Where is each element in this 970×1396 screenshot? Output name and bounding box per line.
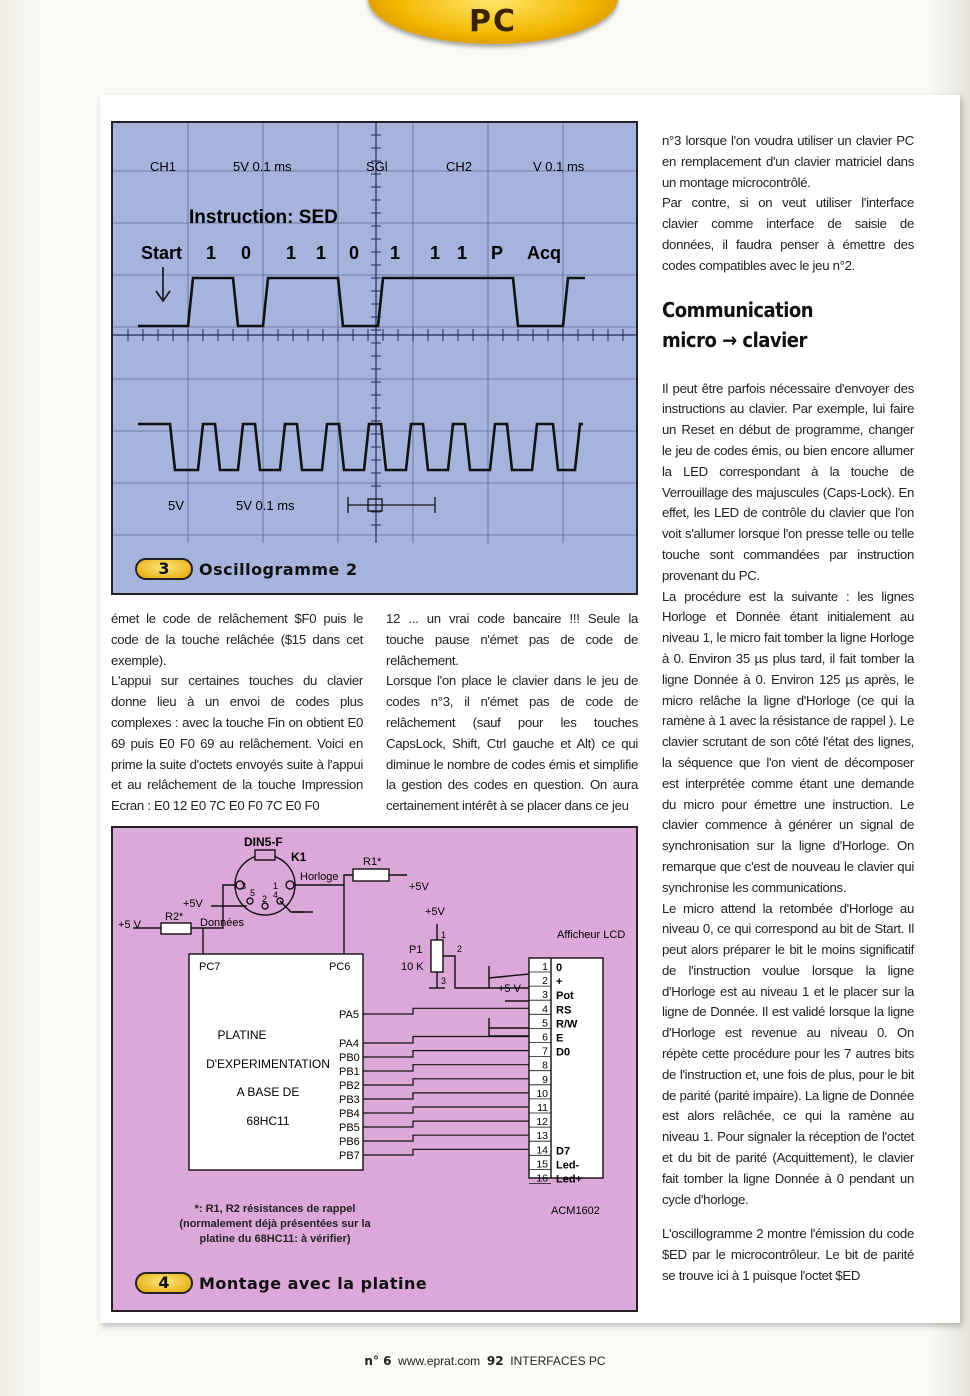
din-label: DIN5-F — [244, 835, 283, 849]
figure3-caption — [135, 558, 358, 580]
lcd-func-label: Pot — [556, 990, 574, 1003]
scope-grid — [113, 123, 636, 543]
article-column-1 — [111, 609, 363, 817]
lcd-pin-10: 10 — [536, 1087, 548, 1100]
lcd-func-label: E — [556, 1032, 564, 1045]
board-line-3: A BASE DE — [236, 1085, 300, 1099]
p1-pin-2: 2 — [457, 944, 463, 954]
ch1-label: CH1 — [150, 159, 177, 174]
p1-potentiometer — [431, 940, 443, 972]
figure4-caption-text: Montage avec la platine — [199, 1273, 428, 1293]
port-pb5: PB5 — [339, 1122, 360, 1134]
board-line-4: 68HC11 — [246, 1114, 290, 1128]
figure3-caption-text: Oscillogramme 2 — [199, 559, 358, 579]
r1-label: R1* — [363, 856, 382, 868]
plus5v-right: +5V — [409, 881, 429, 893]
footer-page-number: 92 — [486, 1354, 504, 1368]
cursor-marker — [348, 497, 435, 513]
k1-label: K1 — [291, 850, 307, 864]
bus-wire — [363, 1107, 529, 1113]
bus-wire — [363, 1149, 529, 1155]
plus5v-left: +5V — [183, 898, 203, 910]
p1-label: P1 — [409, 944, 423, 956]
port-pb0: PB0 — [339, 1052, 360, 1064]
lcd-func-label: Led+ — [556, 1173, 582, 1186]
port-pb7: PB7 — [339, 1150, 360, 1162]
pin-3: 3 — [241, 881, 247, 891]
lcd-func-label: 0 — [556, 962, 563, 974]
sgl-label: SGl — [366, 159, 388, 174]
r1-resistor — [353, 869, 389, 881]
pc6-label: PC6 — [329, 961, 351, 973]
bus-wires — [363, 1008, 529, 1155]
r2-resistor — [161, 923, 191, 934]
bottom-scale: 5V 0.1 ms — [236, 498, 295, 513]
bit-4: 1 — [316, 243, 327, 263]
col3-intro-1: n°3 lorsque l'on voudra utiliser un clavier PC en remplacement d'un clavier matriciel dans un montage microcontrôlé. — [662, 133, 914, 190]
bit-2: 0 — [241, 243, 252, 263]
board-line-2: D'EXPERIMENTATION — [206, 1057, 330, 1071]
figure-schematic — [111, 826, 638, 1312]
bit-5: 0 — [349, 243, 360, 263]
bit-6: 1 — [390, 243, 401, 263]
ch2-scale: V 0.1 ms — [533, 159, 585, 174]
pin-1: 1 — [273, 881, 279, 891]
port-pb1: PB1 — [339, 1066, 360, 1078]
footer-magazine: INTERFACES PC — [510, 1354, 606, 1368]
plus5v-pot: +5V — [425, 906, 445, 918]
port-pb4: PB4 — [339, 1108, 360, 1120]
bit-parity: P — [491, 243, 504, 263]
r2-label: R2* — [165, 911, 184, 923]
lcd-func-label: R/W — [556, 1018, 578, 1031]
board-line-1: PLATINE — [217, 1028, 267, 1042]
lcd-pin-5: 5 — [542, 1017, 548, 1030]
lcd-pin-4: 4 — [542, 1003, 548, 1016]
lcd-func-label: D0 — [556, 1046, 571, 1059]
lcd-pin-2: 2 — [542, 975, 548, 988]
ch2-label: CH2 — [446, 159, 473, 174]
oscilloscope-screen — [113, 123, 636, 593]
bus-wire — [363, 1008, 529, 1014]
data-trace — [138, 278, 585, 326]
bottom-5v: 5V — [168, 498, 184, 513]
horloge-label: Horloge — [300, 871, 339, 883]
footer-issue: n° 6 — [364, 1354, 392, 1368]
col1-paragraph-1: émet le code de relâchement $F0 puis le code de la touche relâchée ($15 dans cet exemple). — [111, 611, 363, 668]
section-heading-line-2: micro → clavier — [662, 327, 807, 352]
figure4-number-badge: 4 — [135, 1272, 193, 1294]
pin-4: 4 — [273, 890, 279, 900]
col2-paragraph-2: Lorsque l'on place le clavier dans le jeu de codes n°3, il n'émet pas de code de relâchement (sauf pour les touches CapsLock, Shift, Ctrl gauche et Alt) ce qui diminue le nombre de codes émis et simplifie la gestion des codes en question. On aura certainement intérêt à se placer dans ce jeu — [386, 673, 638, 814]
lcd-pin-14: 14 — [536, 1144, 548, 1157]
col3-intro-2: Par contre, si on veut utiliser l'interface clavier comme interface de saisie de données, il faudra penser à émettre des codes compatibles avec le jeu n°2. — [662, 195, 914, 273]
lcd-func-label: Led- — [556, 1159, 580, 1172]
port-pb2: PB2 — [339, 1080, 360, 1092]
lcd-func-label: RS — [556, 1004, 572, 1017]
p1-value: 10 K — [401, 961, 424, 973]
pin-2: 2 — [262, 894, 268, 904]
lcd-title: Afficheur LCD — [557, 929, 626, 941]
lcd-func-label: + — [556, 976, 563, 989]
pc7-label: PC7 — [199, 961, 221, 973]
lcd-pin-11: 11 — [537, 1102, 548, 1114]
lcd-pin-9: 9 — [542, 1073, 548, 1086]
bit-3: 1 — [286, 243, 297, 263]
bus-wire — [363, 1121, 529, 1127]
figure-oscillogram — [111, 121, 638, 595]
article-column-3 — [662, 131, 914, 1287]
page-footer — [0, 1354, 970, 1368]
figure4-caption — [135, 1272, 427, 1294]
bus-wire — [363, 1079, 529, 1085]
lcd-pin-12: 12 — [536, 1116, 548, 1129]
section-heading-line-1: Communication — [662, 297, 814, 322]
bus-wire — [363, 1093, 529, 1099]
port-pb3: PB3 — [339, 1094, 360, 1106]
col3-body-1: Il peut être parfois nécessaire d'envoyer des instructions au clavier. Par exemple, lui faire un Reset en début de programme, changer le jeu de codes émis, ou bien encore allumer la LED correspondant à la touche de Verrouillage des majuscules (Caps-Lock). En effet, les LED de contrôle du clavier que l'on voit s'allumer lorsque l'on presse telle ou telle touche sont commandées par instruction provenant du PC. — [662, 380, 914, 583]
col3-body-2: La procédure est la suivante : les lignes Horloge et Donnée étant initialement au niveau 1, le micro fait tomber la ligne Horloge à 0. Environ 35 µs plus tard, il fait tomber la ligne Donnée à 0. Environ 125 µs après, le micro relâche la ligne d'Horloge (ce qui la ramène à 1 avec la résistance de rappel ). Le clavier scrutant de son côté l'état des lignes, la séquence que l'on vient de décomposer est interprétée comme étant une demande du micro pour émettre une instruction. Le clavier commence à générer un signal de synchronisation sur la ligne d'Horloge. On remarque que c'est de nouveau le clavier qui synchronise les communications. — [662, 588, 914, 895]
port-pb6: PB6 — [339, 1136, 360, 1148]
footer-url: www.eprat.com — [398, 1354, 481, 1368]
p1-pin-1: 1 — [441, 930, 447, 940]
bus-wire — [363, 1051, 529, 1057]
lcd-pin-1: 1 — [542, 961, 548, 973]
lcd-func-label: D7 — [556, 1145, 571, 1158]
plus5v-lcd: +5 V — [498, 983, 521, 995]
section-label: PC — [468, 4, 517, 39]
pin-5: 5 — [250, 888, 256, 898]
port-pa4: PA4 — [339, 1038, 359, 1050]
article-column-2 — [386, 609, 638, 817]
instruction-label: Instruction: SED — [189, 207, 338, 228]
din-notch — [255, 850, 275, 860]
bus-wire — [363, 1065, 529, 1071]
bit-acq: Acq — [527, 243, 562, 263]
lcd-pin-8: 8 — [542, 1059, 548, 1072]
schematic-note: *: R1, R2 résistances de rappel (normalement déjà présentées sur la platine du 68HC11: à vérifier) — [179, 1203, 371, 1245]
bit-start: Start — [141, 243, 183, 263]
port-pa5: PA5 — [339, 1009, 359, 1021]
lcd-model: ACM1602 — [551, 1205, 600, 1217]
donnees-label: Données — [200, 917, 245, 929]
ch1-scale: 5V 0.1 ms — [233, 159, 292, 174]
lcd-pin-3: 3 — [542, 989, 548, 1002]
col2-paragraph-1: 12 ... un vrai code bancaire !!! Seule la touche pause n'émet pas de code de relâchement. — [386, 611, 638, 668]
col3-body-3: Le micro attend la retombée d'Horloge au niveau 0, ce qui correspond au bit de Start. Il peut alors préparer le bit le moins significatif de l'instruction voulue lorsque la ligne d'Horloge est au niveau 1 et le placer sur la ligne de Donnée. Il est validé lorsque la ligne d'Horloge est revenue au niveau 0. On répète cette procédure pour les 7 autres bits de l'instruction et, une fois de plus, pour le bit de parité (parité impaire). La ligne de Donnée est alors relâchée, ce qui la ramène au niveau 1. Pour signaler la réception de l'octet et du bit de parité (Acquittement), le clavier fait tomber la ligne Donnée à 0 pendant un cycle d'horloge. — [662, 900, 914, 1207]
lcd-pin-6: 6 — [542, 1031, 548, 1044]
p1-pin-3: 3 — [441, 976, 447, 986]
figure3-number-badge: 3 — [135, 558, 193, 580]
bit-1: 1 — [206, 243, 217, 263]
col1-paragraph-2: L'appui sur certaines touches du clavier donne lieu à un envoi de codes plus complexes : avec la touche Fin on obtient E0 69 puis E0 F0 69 au relâchement. Voici en prime la suite d'octets envoyés suite à l'appui et au relâchement de la touche Impression Ecran : E0 12 E0 7C E0 F0 7C E0 F0 — [111, 673, 363, 814]
lcd-pin-15: 15 — [536, 1158, 548, 1171]
bus-wire — [363, 1037, 529, 1044]
bit-7: 1 — [430, 243, 441, 263]
bus-wire — [363, 1135, 529, 1141]
plus5v-r2: +5 V — [118, 919, 141, 931]
bit-8: 1 — [457, 243, 468, 263]
lcd-pin-7: 7 — [542, 1045, 548, 1058]
lcd-pin-13: 13 — [536, 1130, 548, 1143]
lcd-pin-16: 16 — [536, 1172, 548, 1185]
col3-closing: L'oscillogramme 2 montre l'émission du code $ED par le microcontrôleur. Le bit de parité se trouve ici à 1 puisque l'octet $ED — [662, 1226, 914, 1284]
